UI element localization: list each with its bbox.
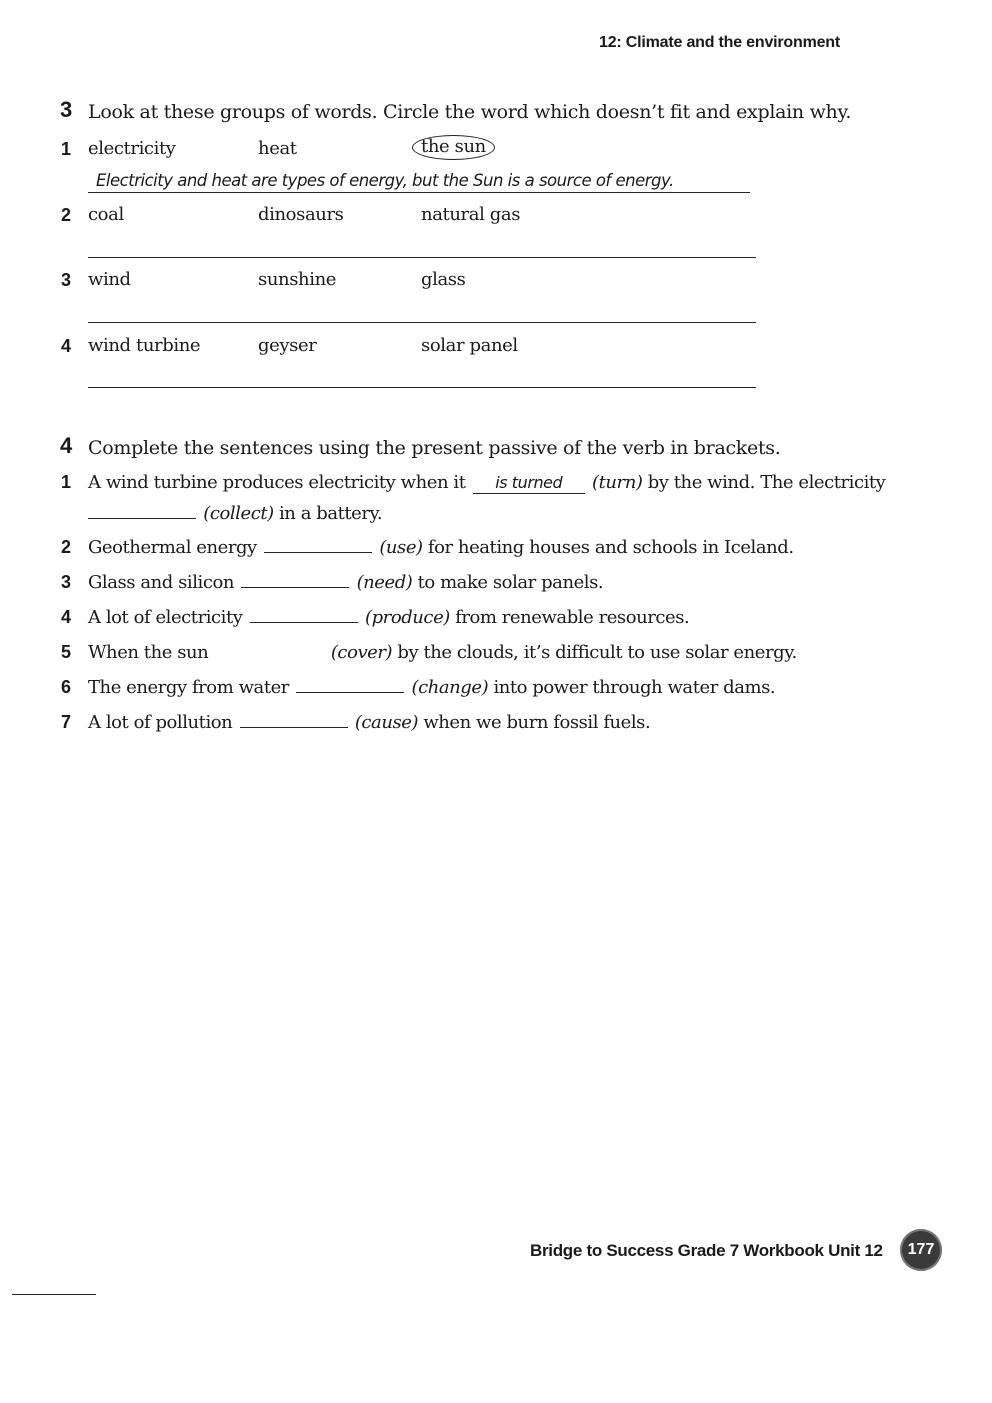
sentence-end: for heating houses and schools in Iceland. — [427, 537, 794, 558]
item-number: 5 — [61, 642, 72, 662]
verb-hint: (need) — [356, 572, 413, 593]
exercise-4-instruction: Complete the sentences using the present passive of the verb in brackets. — [88, 437, 781, 459]
word-1: wind turbine — [88, 335, 201, 356]
item-number: 2 — [61, 537, 72, 557]
sentence — [88, 641, 797, 665]
filled-answer[interactable]: is turned — [473, 473, 585, 494]
answer-line[interactable] — [88, 387, 756, 388]
sentence-start: A wind turbine produces electricity when it — [88, 472, 466, 493]
exercise-3-instruction: Look at these groups of words. Circle the word which doesn’t fit and explain why. — [88, 101, 852, 123]
sentence — [88, 711, 650, 735]
circled-word: the sun — [412, 135, 495, 160]
answer-blank[interactable] — [88, 504, 196, 519]
word-2: dinosaurs — [258, 204, 344, 225]
sentence-start: A lot of pollution — [88, 712, 233, 733]
verb-hint: (produce) — [365, 607, 450, 628]
corner-rule — [12, 1294, 96, 1295]
sentence-end: by the wind. The electricity — [647, 472, 886, 493]
answer-line[interactable] — [88, 257, 756, 258]
verb-hint: (change) — [411, 677, 489, 698]
answer-blank[interactable] — [296, 678, 404, 693]
verb-hint: (cause) — [354, 712, 419, 733]
word-3: natural gas — [421, 204, 521, 225]
sentence-end: into power through water dams. — [493, 677, 776, 698]
answer-blank[interactable] — [264, 538, 372, 553]
sentence-end: when we burn fossil fuels. — [423, 712, 651, 733]
exercise-3-number: 3 — [60, 97, 73, 122]
footer-book-title: Bridge to Success Grade 7 Workbook Unit 12 — [530, 1241, 883, 1260]
item-number: 1 — [61, 139, 72, 159]
verb-hint: (collect) — [203, 503, 274, 524]
word-1: coal — [88, 204, 124, 225]
sentence-end: from renewable resources. — [455, 607, 690, 628]
sentence-start: A lot of electricity — [88, 607, 243, 628]
sentence-start: Geothermal energy — [88, 537, 257, 558]
sentence — [88, 606, 689, 630]
page-header-title: 12: Climate and the environment — [599, 34, 840, 51]
word-1: wind — [88, 269, 131, 290]
item-number: 2 — [61, 205, 72, 225]
item-number: 3 — [61, 270, 72, 290]
verb-hint: (turn) — [592, 472, 643, 493]
sentence — [88, 676, 775, 700]
answer-blank[interactable] — [250, 608, 358, 623]
word-3: solar panel — [421, 335, 518, 356]
sentence-end: to make solar panels. — [417, 572, 604, 593]
word-3: glass — [421, 269, 466, 290]
item-number: 4 — [61, 336, 72, 356]
answer-blank[interactable] — [216, 644, 324, 658]
item-number: 7 — [61, 712, 72, 732]
item-number: 6 — [61, 677, 72, 697]
word-2: sunshine — [258, 269, 337, 290]
sentence — [88, 571, 603, 595]
word-2: geyser — [258, 335, 317, 356]
answer-blank[interactable] — [240, 713, 348, 728]
answer-line[interactable] — [88, 322, 756, 323]
sentence-line-2 — [88, 502, 382, 526]
word-1: electricity — [88, 138, 176, 159]
sentence-end: by the clouds, it’s difficult to use solar energy. — [397, 642, 797, 663]
sentence-end: in a battery. — [278, 503, 383, 524]
word-2: heat — [258, 138, 297, 159]
verb-hint: (use) — [379, 537, 423, 558]
sentence-start: When the sun — [88, 642, 209, 663]
page-number-badge: 177 — [900, 1229, 942, 1271]
item-number: 4 — [61, 607, 72, 627]
answer-blank[interactable] — [241, 573, 349, 588]
sentence-start: The energy from water — [88, 677, 289, 698]
example-answer: Electricity and heat are types of energy, but the Sun is a source of energy. — [88, 170, 750, 193]
exercise-4-number: 4 — [60, 433, 73, 458]
verb-hint: (cover) — [330, 642, 393, 663]
sentence — [88, 536, 794, 560]
sentence-start: Glass and silicon — [88, 572, 235, 593]
item-number: 3 — [61, 572, 72, 592]
item-number: 1 — [61, 472, 72, 492]
word-3-circled — [421, 136, 495, 157]
sentence-line-1 — [88, 471, 885, 495]
